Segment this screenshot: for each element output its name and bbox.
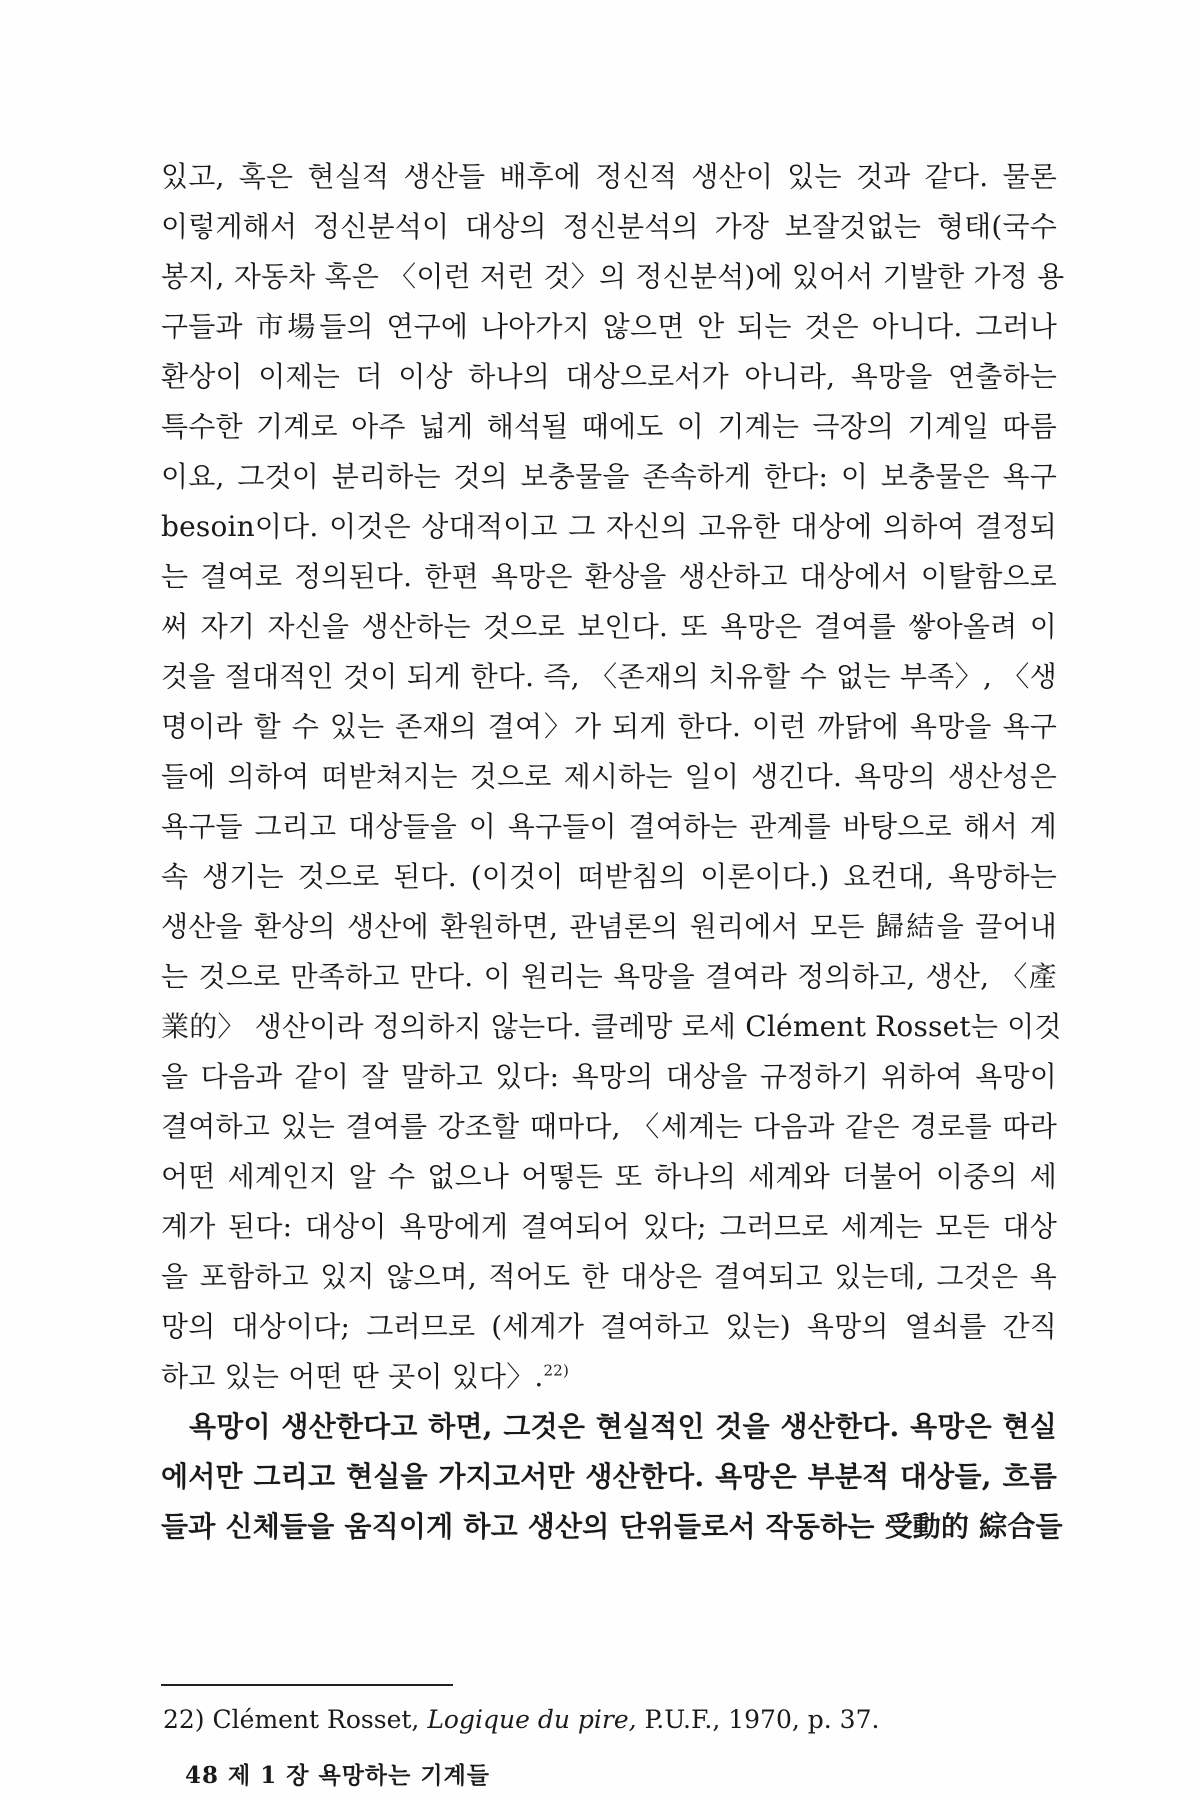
- footnote-reference[interactable]: 22): [543, 1361, 570, 1380]
- footnote: [163, 1700, 879, 1740]
- text-line: 계가 된다: 대상이 욕망에게 결여되어 있다; 그러므로 세계는 모든 대상: [161, 1210, 1057, 1243]
- text-line: 환상이 이제는 더 이상 하나의 대상으로서가 아니라, 욕망을 연출하는: [161, 360, 1057, 393]
- text-line: 을 다음과 같이 잘 말하고 있다: 욕망의 대상을 규정하기 위하여 욕망이: [161, 1060, 1057, 1093]
- footnote-title: Logique du pire,: [427, 1705, 637, 1734]
- text-line-with-footnote: [161, 1352, 1057, 1402]
- paragraph-2: [161, 1402, 1063, 1552]
- text-line: 속 생기는 것으로 된다. (이것이 떠받침의 이론이다.) 요컨대, 욕망하는: [161, 860, 1057, 893]
- text-line: 들과 신체들을 움직이게 하고 생산의 단위들로서 작동하는 受動的 綜合들: [161, 1510, 1063, 1543]
- page-number: 48: [185, 1762, 220, 1789]
- text-line: 결여하고 있는 결여를 강조할 때마다, 〈세계는 다음과 같은 경로를 따라: [161, 1110, 1057, 1143]
- text-line: 특수한 기계로 아주 넓게 해석될 때에도 이 기계는 극장의 기계일 따름: [161, 410, 1057, 443]
- chapter-title: 제 1 장 욕망하는 기계들: [228, 1762, 491, 1789]
- body-text: [161, 152, 1065, 1552]
- text-line: 이렇게해서 정신분석이 대상의 정신분석의 가장 보잘것없는 형태(국수: [161, 210, 1057, 243]
- footnote-author: Clément Rosset,: [212, 1705, 420, 1734]
- text-line: 이요, 그것이 분리하는 것의 보충물을 존속하게 한다: 이 보충물은 욕구: [161, 460, 1057, 493]
- text-line: 봉지, 자동차 혹은 〈이런 저런 것〉의 정신분석)에 있어서 기발한 가정 용: [161, 260, 1065, 293]
- footnote-publication: P.U.F., 1970, p. 37.: [644, 1705, 880, 1734]
- text-line: 욕구들 그리고 대상들을 이 욕구들이 결여하는 관계를 바탕으로 해서 계: [161, 810, 1057, 843]
- running-footer: [185, 1760, 490, 1792]
- text-line: 을 포함하고 있지 않으며, 적어도 한 대상은 결여되고 있는데, 그것은 욕: [161, 1260, 1057, 1293]
- text-line: 써 자기 자신을 생산하는 것으로 보인다. 또 욕망은 결여를 쌓아올려 이: [161, 610, 1057, 643]
- footnote-number: 22): [163, 1705, 205, 1734]
- paragraph-1: [161, 152, 1065, 1402]
- text-line: 들에 의하여 떠받쳐지는 것으로 제시하는 일이 생긴다. 욕망의 생산성은: [161, 760, 1057, 793]
- text-line: 業的〉 생산이라 정의하지 않는다. 클레망 로세 Clément Rosset는 이것: [161, 1010, 1062, 1043]
- text-line: 것을 절대적인 것이 되게 한다. 즉, 〈존재의 치유할 수 없는 부족〉, 〈생: [161, 660, 1057, 693]
- footnote-divider: [161, 1684, 453, 1686]
- text-line: 있고, 혹은 현실적 생산들 배후에 정신적 생산이 있는 것과 같다. 물론: [161, 160, 1057, 193]
- text-line: besoin이다. 이것은 상대적이고 그 자신의 고유한 대상에 의하여 결정되: [161, 510, 1057, 543]
- text-line: 욕망이 생산한다고 하면, 그것은 현실적인 것을 생산한다. 욕망은 현실: [189, 1410, 1057, 1443]
- text-line-content: 하고 있는 어떤 딴 곳이 있다〉.: [161, 1360, 544, 1393]
- text-line: 어떤 세계인지 알 수 없으나 어떻든 또 하나의 세계와 더불어 이중의 세: [161, 1160, 1057, 1193]
- text-line: 는 것으로 만족하고 만다. 이 원리는 욕망을 결여라 정의하고, 생산, 〈產: [161, 960, 1057, 993]
- text-line: 망의 대상이다; 그러므로 (세계가 결여하고 있는) 욕망의 열쇠를 간직: [161, 1310, 1057, 1343]
- text-line: 구들과 市場들의 연구에 나아가지 않으면 안 되는 것은 아니다. 그러나: [161, 310, 1057, 343]
- text-line: 명이라 할 수 있는 존재의 결여〉가 되게 한다. 이런 까닭에 욕망을 욕구: [161, 710, 1057, 743]
- text-line: 생산을 환상의 생산에 환원하면, 관념론의 원리에서 모든 歸結을 끌어내: [161, 910, 1057, 943]
- text-line: 에서만 그리고 현실을 가지고서만 생산한다. 욕망은 부분적 대상들, 흐름: [161, 1460, 1057, 1493]
- text-line: 는 결여로 정의된다. 한편 욕망은 환상을 생산하고 대상에서 이탈함으로: [161, 560, 1057, 593]
